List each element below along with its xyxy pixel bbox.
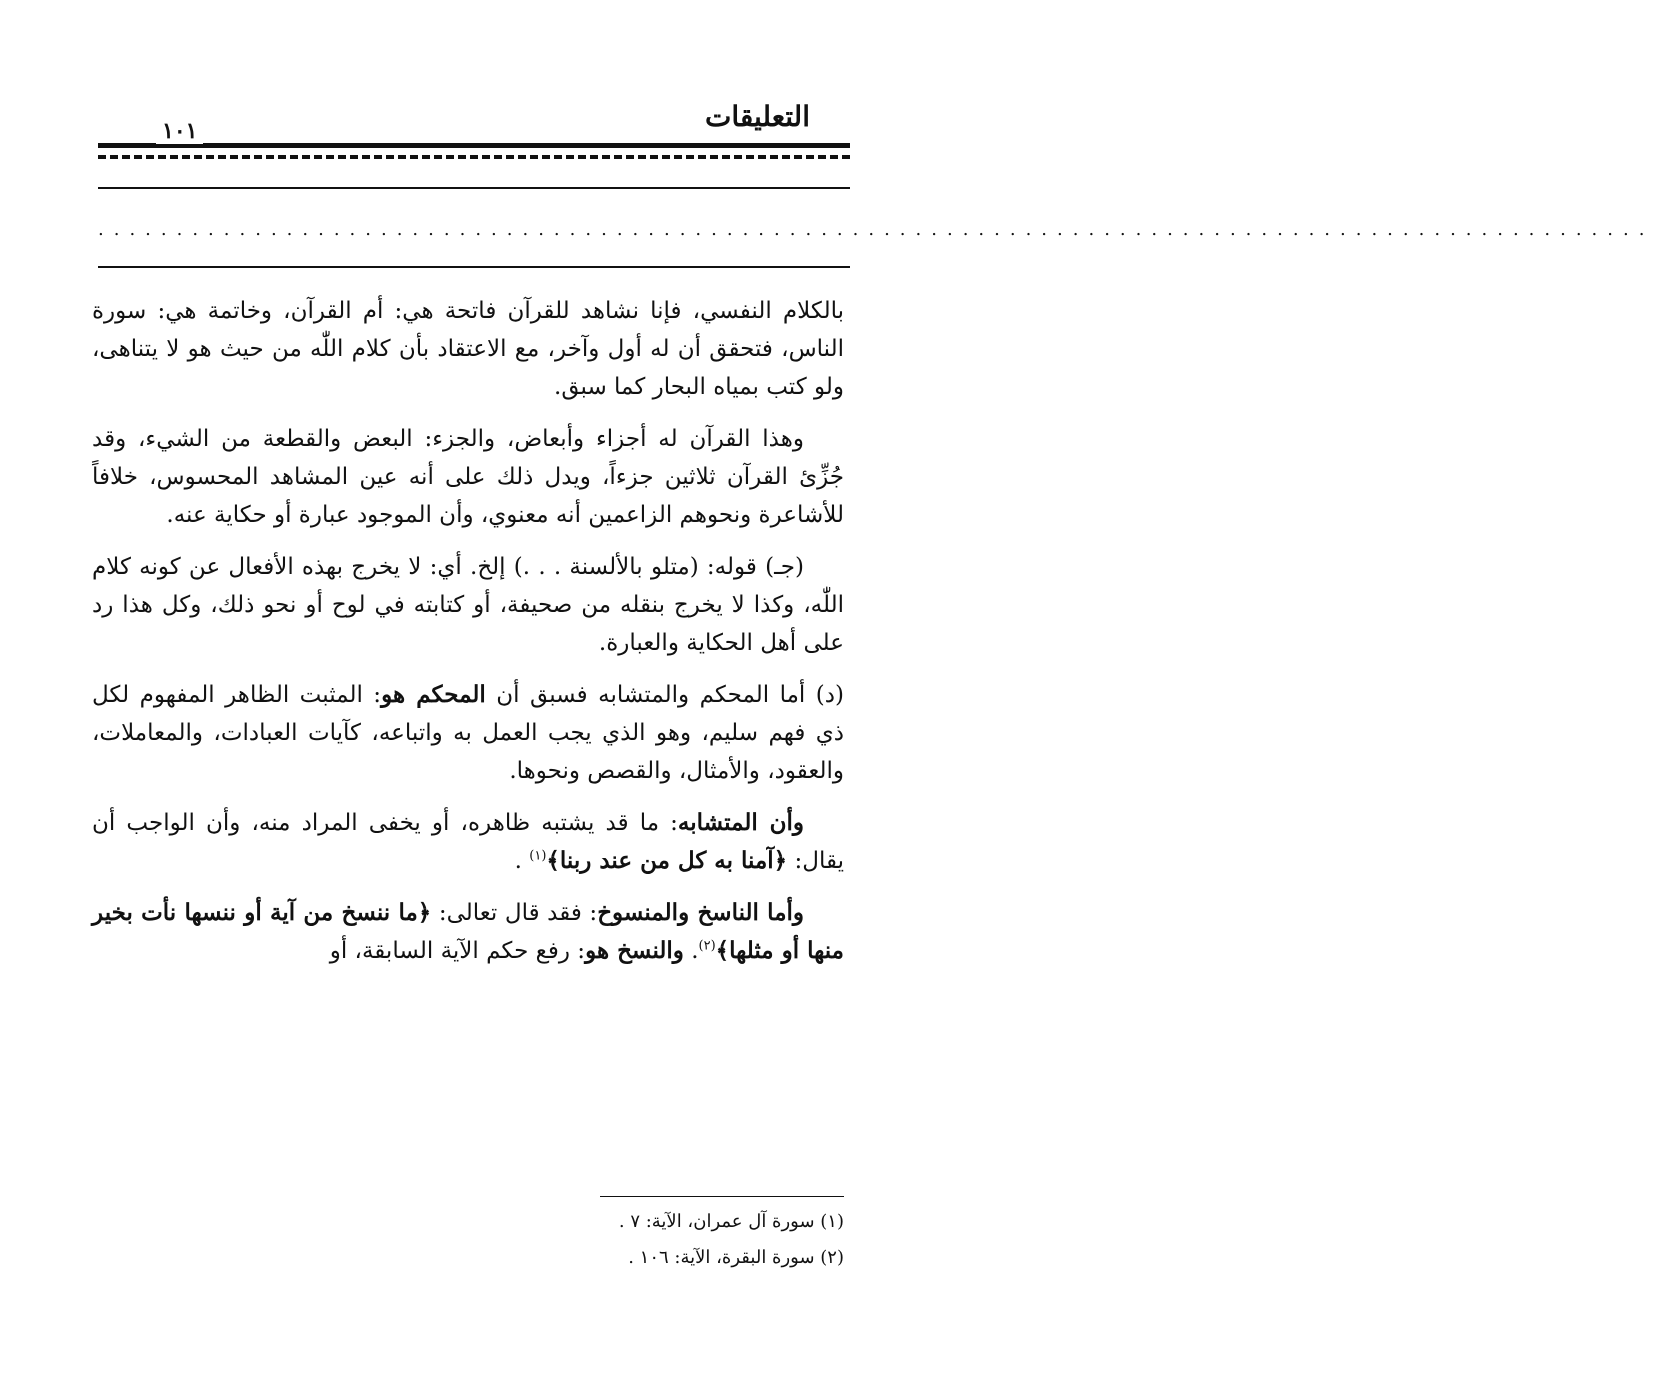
box-top-rule	[98, 187, 850, 189]
paragraph-4	[92, 676, 844, 790]
paragraph-2-text: وهذا القرآن له أجزاء وأبعاض، والجزء: البعض والقطعة من الشيء، وقد جُزِّئ القرآن ثلاثين جزءاً، ويدل ذلك على أنه عين المشاهد المحسوس، خلافاً للأشاعرة ونحوهم الزاعمين أنه معنوي، وأن الموجود عبارة أو حكاية عنه.	[92, 426, 844, 528]
footnote-2: (٢) سورة البقرة، الآية: ١٠٦ .	[628, 1247, 844, 1268]
term-muhkam: المحكم هو	[381, 681, 486, 708]
paragraph-4-post: : المثبت الظاهر المفهوم لكل ذي فهم سليم، وهو الذي يجب العمل به واتباعه، كآيات العبادات، والمعاملات، والعقود، والأمثال، والقصص ونحوها.	[92, 682, 844, 784]
paragraph-1	[92, 292, 844, 406]
running-title: التعليقات	[704, 100, 810, 133]
page-header	[98, 100, 850, 170]
paragraph-2	[92, 420, 844, 534]
quran-quote-1: ﴿آمنا به كل من عند ربنا﴾	[546, 847, 788, 874]
paragraph-3-text: (جـ) قوله: (متلو بالألسنة . . .) إلخ. أي: لا يخرج بهذه الأفعال عن كونه كلام اللّٰه، وكذا لا يخرج بنقله من صحيفة، أو كتابته في لوح أو نحو ذلك، وكل هذا رد على أهل الحكاية والعبارة.	[92, 554, 844, 656]
paragraph-6	[92, 894, 844, 970]
footnotes	[560, 1204, 844, 1276]
paragraph-6-mid: : فقد قال تعالى:	[431, 900, 598, 926]
paragraph-5	[92, 804, 844, 880]
header-thick-rule	[98, 143, 850, 148]
paragraph-3	[92, 548, 844, 662]
quran-quote-2: ﴿ما ننسخ من آية أو ننسها نأت بخير منها أو مثلها﴾	[92, 899, 844, 964]
box-bottom-rule	[98, 266, 850, 268]
paragraph-5-mid: : ما قد يشتبه ظاهره، أو يخفى المراد منه، وأن الواجب أن يقال:	[92, 810, 844, 874]
header-dashed-rule	[98, 155, 850, 159]
term-nasikh-mansukh: وأما الناسخ والمنسوخ	[597, 899, 805, 926]
paragraph-6-end: : رفع حكم الآية السابقة، أو	[329, 938, 586, 964]
term-naskh: والنسخ هو	[585, 937, 684, 964]
page-number: ١٠١	[156, 118, 203, 144]
footnote-ref-1[interactable]: (١)	[529, 848, 547, 864]
footnote-rule	[600, 1196, 844, 1197]
footnote-ref-2[interactable]: (٢)	[698, 938, 716, 954]
main-text	[92, 292, 844, 984]
term-mutashabih: وأن المتشابه	[677, 809, 805, 836]
paragraph-5-end: .	[514, 848, 530, 874]
paragraph-4-pre: (د) أما المحكم والمتشابه فسبق أن	[485, 682, 844, 708]
footnote-1: (١) سورة آل عمران، الآية: ٧ .	[618, 1211, 844, 1232]
paragraph-1-text: بالكلام النفسي، فإنا نشاهد للقرآن فاتحة هي: أم القرآن، وخاتمة هي: سورة الناس، فتحقق أن له أول وآخر، مع الاعتقاد بأن كلام اللّٰه من حيث هو لا يتناهى، ولو كتب بمياه البحار كما سبق.	[92, 298, 844, 400]
paragraph-6-mid2: .	[683, 938, 699, 964]
dotted-separator: ...................................................................................................	[98, 219, 1654, 240]
